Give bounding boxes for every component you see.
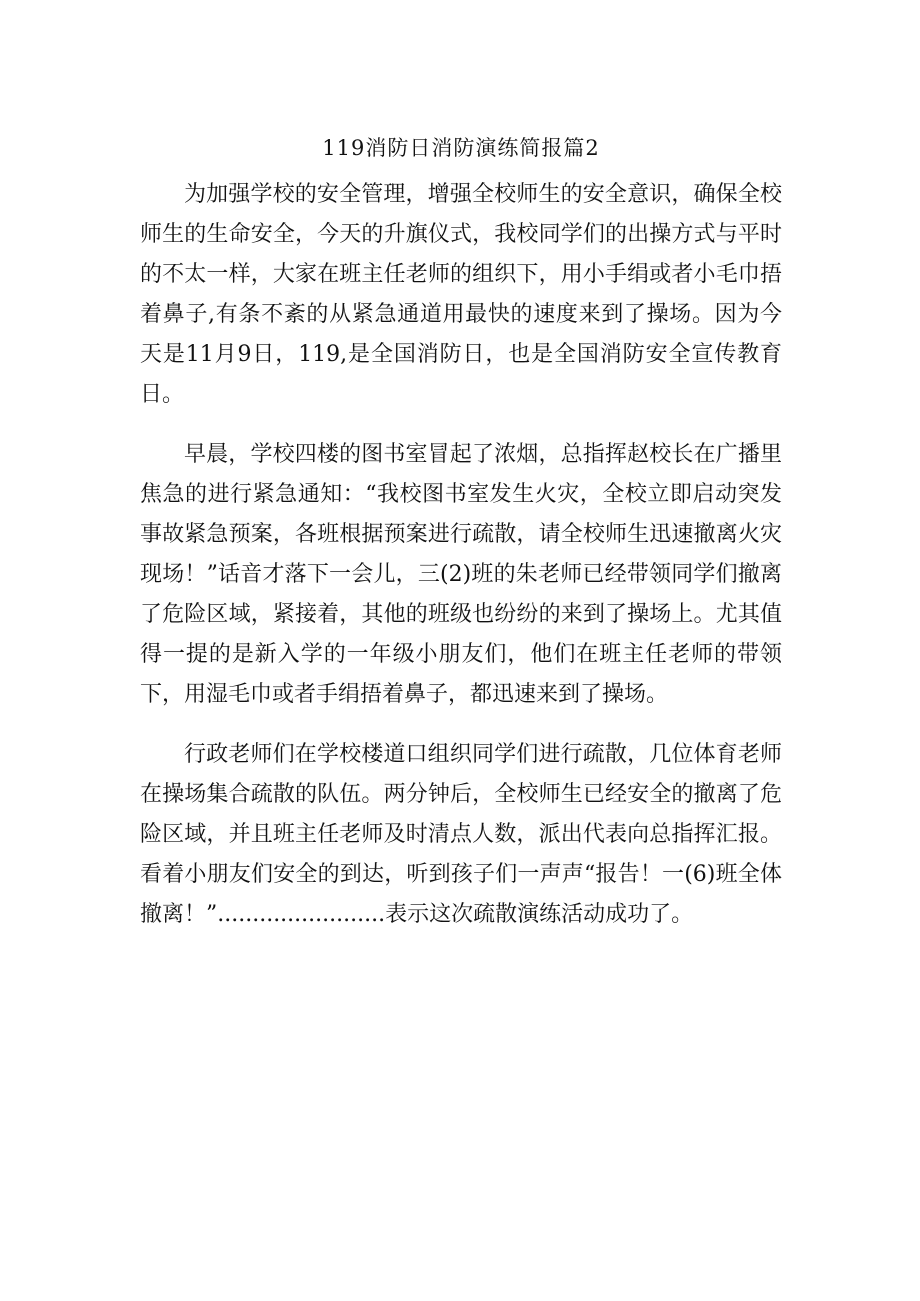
document-title: 119消防日消防演练简报篇2 bbox=[322, 136, 600, 160]
document-page bbox=[140, 126, 782, 955]
paragraph-3: 行政老师们在学校楼道口组织同学们进行疏散，几位体育老师在操场集合疏散的队伍。两分钟后，全校师生已经安全的撤离了危险区域，并且班主任老师及时清点人数，派出代表向总指挥汇报。看着小朋友们安全的到达，听到孩子们一声声“报告！一(6)班全体撤离！”........................表示这次疏散演练活动成功了。 bbox=[140, 742, 782, 927]
paragraph-1: 为加强学校的安全管理，增强全校师生的安全意识，确保全校师生的生命安全，今天的升旗仪式，我校同学们的出操方式与平时的不太一样，大家在班主任老师的组织下，用小手绢或者小毛巾捂着鼻子,有条不紊的从紧急通道用最快的速度来到了操场。因为今天是11月9日，119,是全国消防日，也是全国消防安全宣传教育日。 bbox=[140, 182, 782, 407]
paragraph-2: 早晨，学校四楼的图书室冒起了浓烟，总指挥赵校长在广播里焦急的进行紧急通知：“我校图书室发生火灾，全校立即启动突发事故紧急预案，各班根据预案进行疏散，请全校师生迅速撤离火灾现场！”话音才落下一会儿，三(2)班的朱老师已经带领同学们撤离了危险区域，紧接着，其他的班级也纷纷的来到了操场上。尤其值得一提的是新入学的一年级小朋友们，他们在班主任老师的带领下，用湿毛巾或者手绢捂着鼻子，都迅速来到了操场。 bbox=[140, 442, 782, 707]
